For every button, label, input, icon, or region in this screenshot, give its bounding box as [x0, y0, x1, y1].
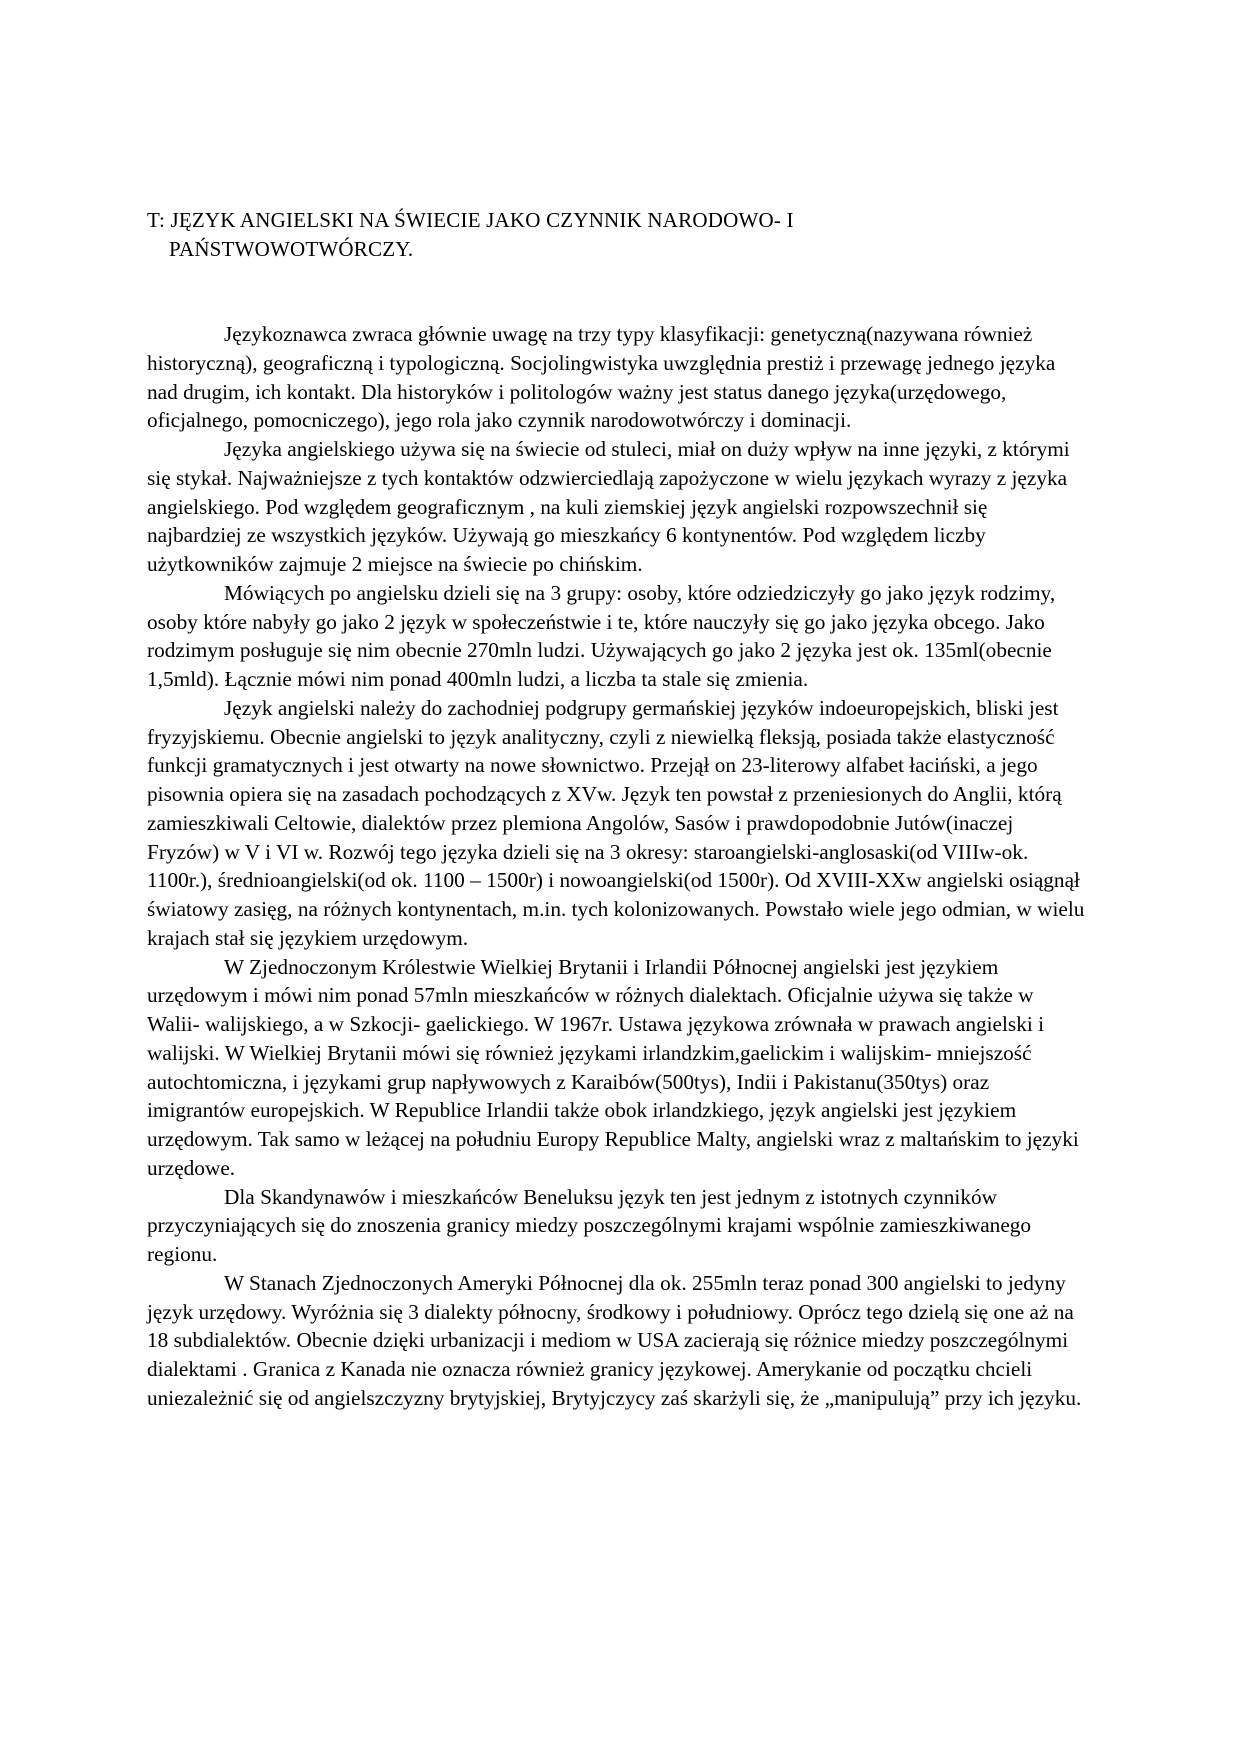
paragraph: Język angielski należy do zachodniej podgrupy germańskiej języków indoeuropejskich, bliski jest fryzyjskiemu. Obecnie angielski to język analityczny, czyli z niewielką fleksją, posiada także elastyczność funkcji gramatycznych i jest otwarty na nowe słownictwo. Przejął on 23-literowy alfabet łaciński, a jego pisownia opiera się na zasadach pochodzących z XVw. Język ten powstał z przeniesionych do Anglii, którą zamieszkiwali Celtowie, dialektów przez plemiona Angolów, Sasów i prawdopodobnie Jutów(inaczej Fryzów) w V i VI w. Rozwój tego języka dzieli się na 3 okresy: staroangielski-anglosaski(od VIIIw-ok. 1100r.), średnioangielski(od ok. 1100 – 1500r) i nowoangielski(od 1500r). Od XVIII-XXw angielski osiągnął światowy zasięg, na różnych kontynentach, m.in. tych kolonizowanych. Powstało wiele jego odmian, w wielu krajach stał się językiem urzędowym.: [147, 695, 1085, 950]
paragraph: Języka angielskiego używa się na świecie od stuleci, miał on duży wpływ na inne języki, z którymi się stykał. Najważniejsze z tych kontaktów odzwierciedlają zapożyczone w wielu językach wyrazy z języka angielskiego. Pod względem geograficznym , na kuli ziemskiej język angielski rozpowszechnił się najbardziej ze wszystkich języków. Używają go mieszkańcy 6 kontynentów. Pod względem liczby użytkowników zajmuje 2 miejsce na świecie po chińskim.: [147, 437, 1070, 576]
paragraph: Językoznawca zwraca głównie uwagę na trzy typy klasyfikacji: genetyczną(nazywana również historyczną), geograficzną i typologiczną. Socjolingwistyka uwzględnia prestiż i przewagę jednego języka nad drugim, ich kontakt. Dla historyków i politologów ważny jest status danego języka(urzędowego, oficjalnego, pomocniczego), jego rola jako czynnik narodowotwórczy i dominacji.: [147, 322, 1056, 433]
paragraph: Dla Skandynawów i mieszkańców Beneluksu język ten jest jednym z istotnych czynników przyczyniających się do znoszenia granicy miedzy poszczególnymi krajami wspólnie zamieszkiwanego regionu.: [147, 1184, 1032, 1266]
document-body: [147, 320, 1087, 1413]
paragraph: Mówiących po angielsku dzieli się na 3 grupy: osoby, które odziedziczyły go jako język rodzimy, osoby które nabyły go jako 2 język w społeczeństwie i te, które nauczyły się go jako języka obcego. Jako rodzimym posługuje się nim obecnie 270mln ludzi. Używających go jako 2 języka jest ok. 135ml(obecnie 1,5mld). Łącznie mówi nim ponad 400mln ludzi, a liczba ta stale się zmienia.: [147, 580, 1056, 691]
paragraph: W Stanach Zjednoczonych Ameryki Północnej dla ok. 255mln teraz ponad 300 angielski to jedyny język urzędowy. Wyróżnia się 3 dialekty północny, środkowy i południowy. Oprócz tego dzielą się one aż na 18 subdialektów. Obecnie dzięki urbanizacji i mediom w USA zacierają się różnice miedzy poszczególnymi dialektami . Granica z Kanada nie oznacza również granicy językowej. Amerykanie od początku chcieli uniezależnić się od angielszczyzny brytyjskiej, Brytyjczycy zaś skarżyli się, że „manipulują” przy ich języku.: [147, 1270, 1082, 1410]
document-title: T: JĘZYK ANGIELSKI NA ŚWIECIE JAKO CZYNNIK NARODOWO- I PAŃSTWOWOTWÓRCZY.: [147, 208, 794, 261]
paragraph: W Zjednoczonym Królestwie Wielkiej Brytanii i Irlandii Północnej angielski jest językiem urzędowym i mówi nim ponad 57mln mieszkańców w różnych dialektach. Oficjalnie używa się także w Walii- walijskiego, a w Szkocji- gaelickiego. W 1967r. Ustawa językowa zrównała w prawach angielski i walijski. W Wielkiej Brytanii mówi się również językami irlandzkim,gaelickim i walijskim- mniejszość autochtomiczna, i językami grup napływowych z Karaibów(500tys), Indii i Pakistanu(350tys) oraz imigrantów europejskich. W Republice Irlandii także obok irlandzkiego, język angielski jest językiem urzędowym. Tak samo w leżącej na południu Europy Republice Malty, angielski wraz z maltańskim to języki urzędowe.: [147, 954, 1079, 1180]
